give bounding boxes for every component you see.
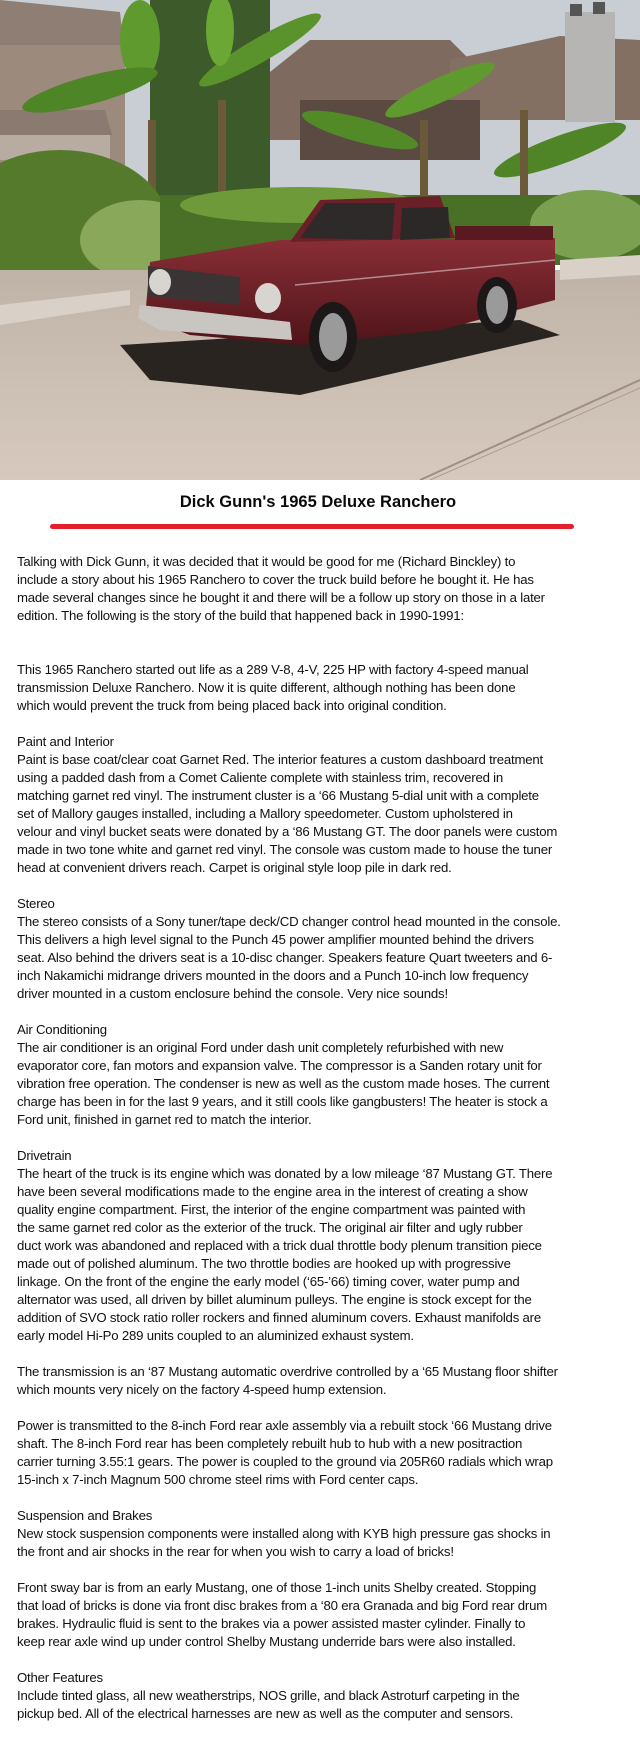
section-paragraph: The transmission is an ‘87 Mustang automatic overdrive controlled by a ‘65 Mustang floor shifter which mounts very nicely on the factory 4-speed hump extension. [17, 1364, 558, 1397]
section-other-features [17, 1669, 629, 1723]
section-paragraph: New stock suspension components were installed along with KYB high pressure gas shocks in the front and air shocks in the rear for when you wish to carry a load of bricks! [17, 1526, 551, 1559]
section-heading: Suspension and Brakes [17, 1508, 153, 1523]
article-title [0, 490, 640, 514]
section-paragraph: Include tinted glass, all new weatherstrips, NOS grille, and black Astroturf carpeting in the pickup bed. All of the electrical harnesses are new as well as the computer and sensors. [17, 1688, 520, 1721]
section-paragraph: The stereo consists of a Sony tuner/tape deck/CD changer control head mounted in the console. This delivers a high level signal to the Punch 45 power amplifier mounted behind the drivers seat. Also behind the drivers seat is a 10-disc changer. Speakers feature Quart tweeters and 6- inch Nakamichi midrange drivers mounted in the doors and a Punch 10-inch low frequency driver mounted in a custom enclosure behind the console. Very nice sounds! [17, 914, 561, 1001]
ranchero-photo-illustration [0, 0, 640, 480]
article-body [17, 553, 629, 1741]
section-heading: Drivetrain [17, 1148, 72, 1163]
section-drivetrain [17, 1147, 629, 1489]
section-heading: Paint and Interior [17, 734, 114, 749]
section-suspension-and-brakes [17, 1507, 629, 1651]
section-heading: Other Features [17, 1670, 103, 1685]
section-paragraph: Paint is base coat/clear coat Garnet Red. The interior features a custom dashboard treatment using a padded dash from a Comet Caliente complete with stainless trim, recovered in matching garnet red vinyl. The instrument cluster is a ‘66 Mustang 5-dial unit with a complete set of Mallory gauges installed, including a Mallory speedometer. Custom upholstered in velour and vinyl bucket seats were donated by a ‘86 Mustang GT. The door panels were custom made in two tone white and garnet red vinyl. The console was custom made to house the tuner head at convenient drivers reach. Carpet is original style loop pile in dark red. [17, 752, 558, 875]
section-paragraph: The heart of the truck is its engine which was donated by a low mileage ‘87 Mustang GT. There have been several modifications made to the engine area in the interest of creating a show quality engine compartment. First, the interior of the engine compartment was painted with the same garnet red color as the exterior of the truck. The original air filter and ugly rubber duct work was abandoned and replaced with a trick dual throttle body plenum transition piece made out of polished aluminum. The two throttle bodies are hooked up with progressive linkage. On the front of the engine the early model (‘65-’66) timing cover, water pump and alternator was used, all driven by billet aluminum pulleys. The engine is stock except for the addition of SVO stock ratio roller rockers and finned aluminum covers. Exhaust manifolds are early model Hi-Po 289 units coupled to an aluminized exhaust system. [17, 1166, 553, 1343]
section-stereo [17, 895, 629, 1003]
section-heading: Air Conditioning [17, 1022, 107, 1037]
article-title-text: Dick Gunn's 1965 Deluxe Ranchero [179, 493, 457, 511]
section-paragraph: The air conditioner is an original Ford under dash unit completely refurbished with new evaporator core, fan motors and expansion valve. The compressor is a Sanden rotary unit for vibration free operation. The condenser is new as well as the custom made hoses. The current charge has been in for the last 9 years, and it still cools like gangbusters! The heater is stock a Ford unit, finished in garnet red to match the interior. [17, 1040, 550, 1127]
overview-paragraph: This 1965 Ranchero started out life as a 289 V-8, 4-V, 225 HP with factory 4-speed manual transmission Deluxe Ranchero. Now it is quite different, although nothing has been done which would prevent the truck from being placed back into original condition. [17, 662, 529, 713]
section-paragraph: Front sway bar is from an early Mustang, one of those 1-inch units Shelby created. Stopping that load of bricks is done via front disc brakes from a ‘80 era Granada and big Ford rear drum brakes. Hydraulic fluid is sent to the brakes via a power assisted master cylinder. Finally to keep rear axle wind up under control Shelby Mustang underride bars were also installed. [17, 1580, 548, 1649]
section-paragraph: Power is transmitted to the 8-inch Ford rear axle assembly via a rebuilt stock ‘66 Mustang drive shaft. The 8-inch Ford rear has been completely rebuilt hub to hub with a new positraction carrier turning 3.55:1 gears. The power is coupled to the ground via 205R60 radials which wrap 15-inch x 7-inch Magnum 500 chrome steel rims with Ford center caps. [17, 1418, 553, 1487]
ranchero-photo [0, 0, 640, 480]
section-heading: Stereo [17, 896, 55, 911]
section-paint-and-interior [17, 733, 629, 877]
intro-paragraph: Talking with Dick Gunn, it was decided that it would be good for me (Richard Binckley) to include a story about his 1965 Ranchero to cover the truck build before he bought it. He has made several changes since he bought it and there will be a follow up story on those in a later edition. The following is the story of the build that happened back in 1990-1991: [17, 554, 545, 623]
section-air-conditioning [17, 1021, 629, 1129]
title-underline-divider [50, 524, 574, 529]
